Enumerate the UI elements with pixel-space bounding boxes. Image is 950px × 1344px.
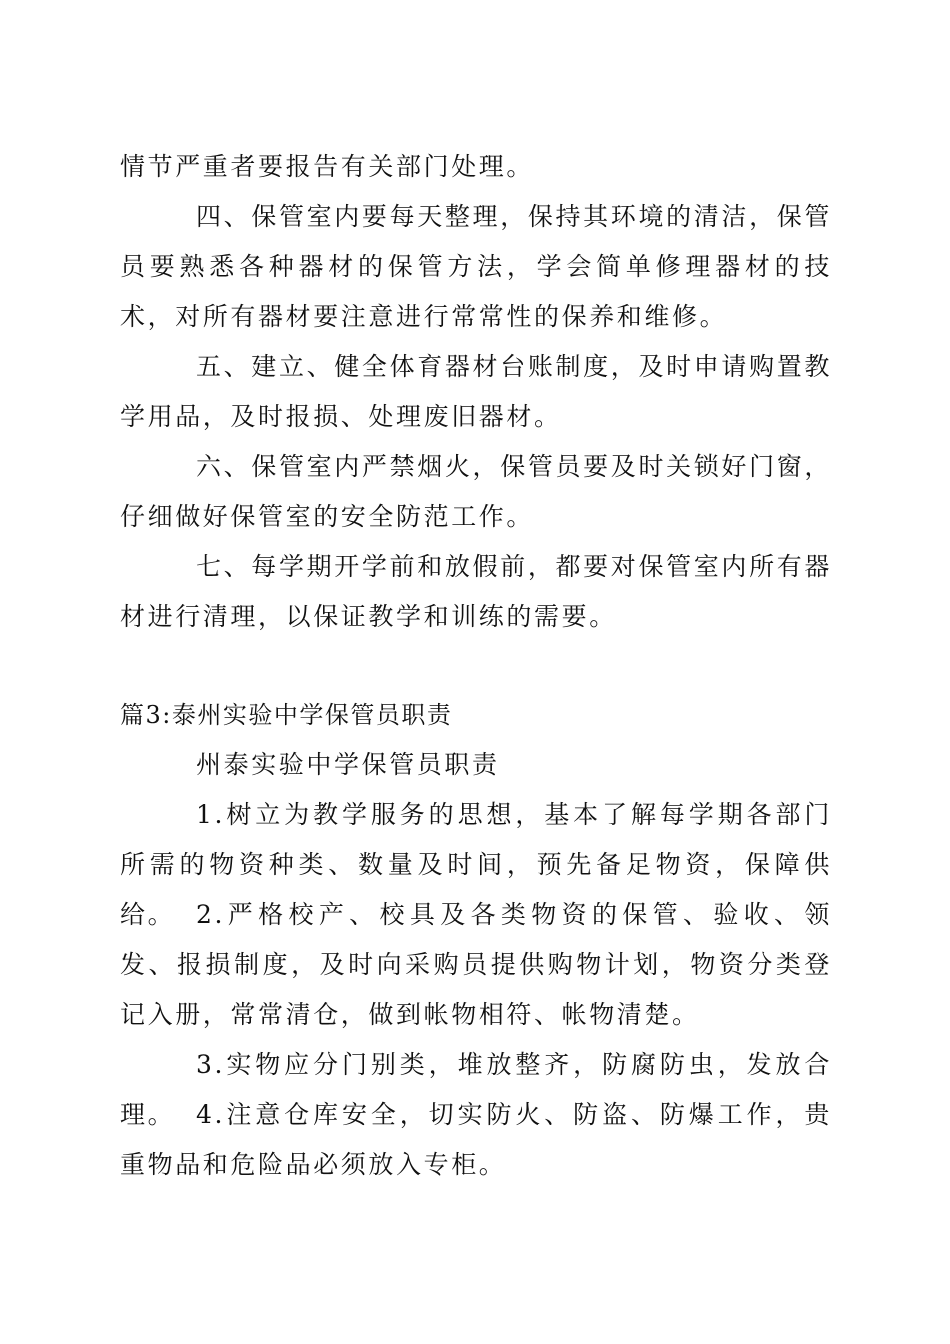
duty-four-paragraph: 4.注意仓库安全，切实防火、防盗、防爆工作，贵重物品和危险品必须放入专柜。 <box>120 1100 832 1179</box>
duty-one-paragraph: 1.树立为教学服务的思想，基本了解每学期各部门所需的物资种类、数量及时间，预先备足物资，保障供给。 <box>120 800 832 929</box>
item-six-paragraph: 六、保管室内严禁烟火，保管员要及时关锁好门窗，仔细做好保管室的安全防范工作。 <box>120 452 832 531</box>
item-seven-paragraph: 七、每学期开学前和放假前，都要对保管室内所有器材进行清理，以保证教学和训练的需要。 <box>120 552 832 631</box>
section-heading: 篇3:泰州实验中学保管员职责 <box>120 701 453 729</box>
continuation-paragraph: 情节严重者要报告有关部门处理。 <box>120 152 535 181</box>
duty-two-paragraph: 2.严格校产、校具及各类物资的保管、验收、领发、报损制度，及时向采购员提供购物计划，物资分类登记入册，常常清仓，做到帐物相符、帐物清楚。 <box>120 900 832 1029</box>
section-subtitle: 州泰实验中学保管员职责 <box>196 750 500 779</box>
item-four-paragraph: 四、保管室内要每天整理，保持其环境的清洁，保管员要熟悉各种器材的保管方法，学会简单修理器材的技术，对所有器材要注意进行常常性的保养和维修。 <box>120 202 832 331</box>
item-five-paragraph: 五、建立、健全体育器材台账制度，及时申请购置教学用品，及时报损、处理废旧器材。 <box>120 352 832 431</box>
duty-three-paragraph: 3.实物应分门别类，堆放整齐，防腐防虫，发放合理。 <box>120 1050 832 1129</box>
